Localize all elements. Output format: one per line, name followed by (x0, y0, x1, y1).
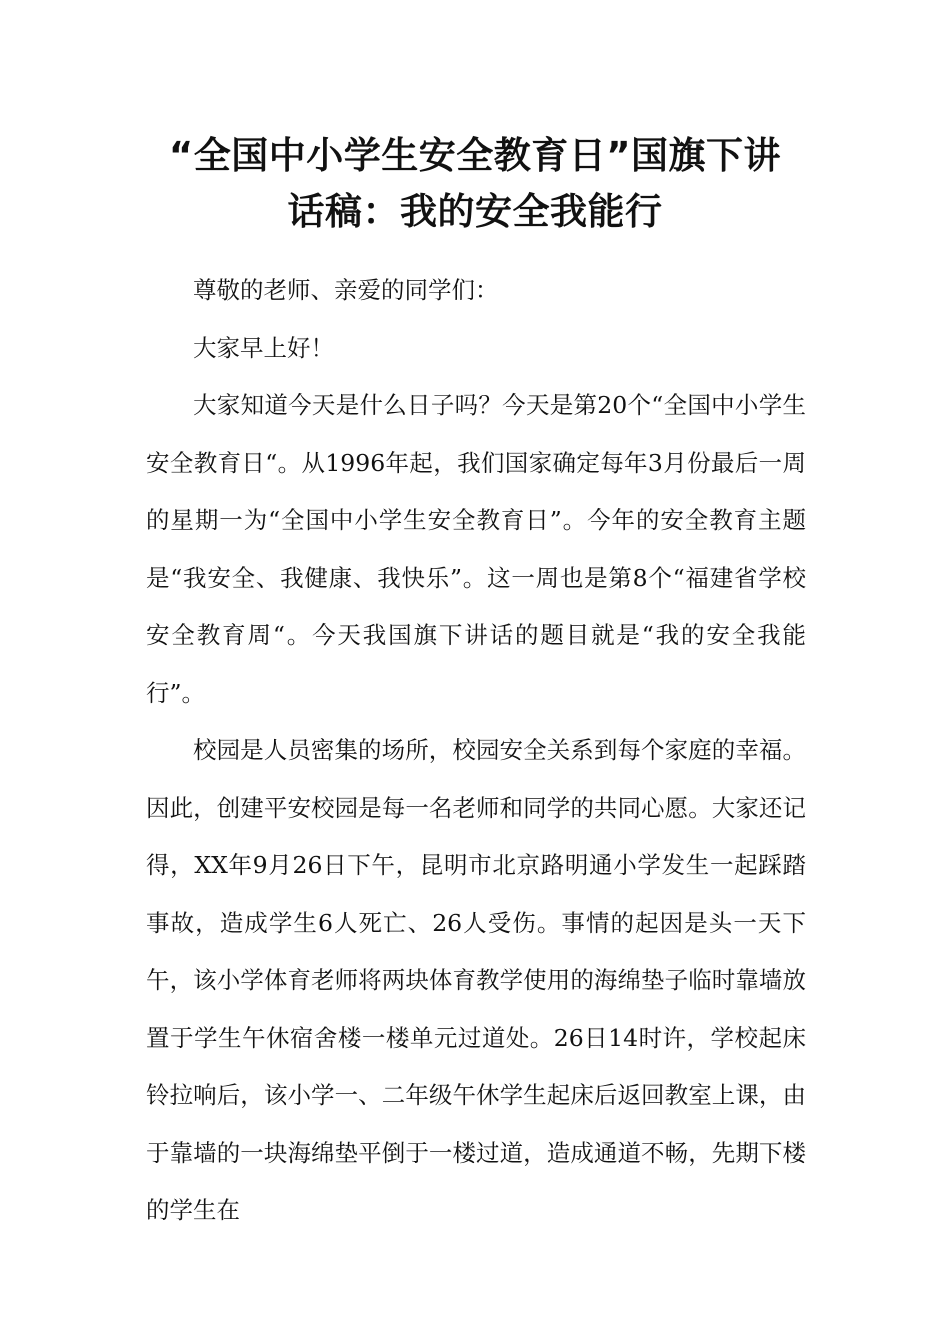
salutation-paragraph: 尊敬的老师、亲爱的同学们： (193, 276, 499, 304)
title-line-2: 话稿：我的安全我能行 (287, 190, 663, 233)
document-body (146, 262, 806, 1240)
document-title (140, 128, 810, 240)
body-paragraph: 校园是人员密集的场所，校园安全关系到每个家庭的幸福。因此，创建平安校园是每一名老师和同学的共同心愿。大家还记得，XX年9月26日下午，昆明市北京路明通小学发生一起踩踏事故，造成学生6人死亡、26人受伤。事情的起因是头一天下午，该小学体育老师将两块体育教学使用的海绵垫子临时靠墙放置于学生午休宿舍楼一楼单元过道处。26日14时许，学校起床铃拉响后，该小学一、二年级午休学生起床后返回教室上课，由于靠墙的一块海绵垫平倒于一楼过道，造成通道不畅，先期下楼的学生在 (146, 736, 806, 1224)
body-paragraph: 大家知道今天是什么日子吗？今天是第20个“全国中小学生安全教育日“。从1996年起，我们国家确定每年3月份最后一周的星期一为“全国中小学生安全教育日”。今年的安全教育主题是“我安全、我健康、我快乐”。这一周也是第8个“福建省学校安全教育周“。今天我国旗下讲话的题目就是“我的安全我能行”。 (146, 391, 806, 707)
greeting-paragraph: 大家早上好！ (193, 333, 334, 362)
title-line-1: “全国中小学生安全教育日”国旗下讲 (168, 134, 782, 177)
